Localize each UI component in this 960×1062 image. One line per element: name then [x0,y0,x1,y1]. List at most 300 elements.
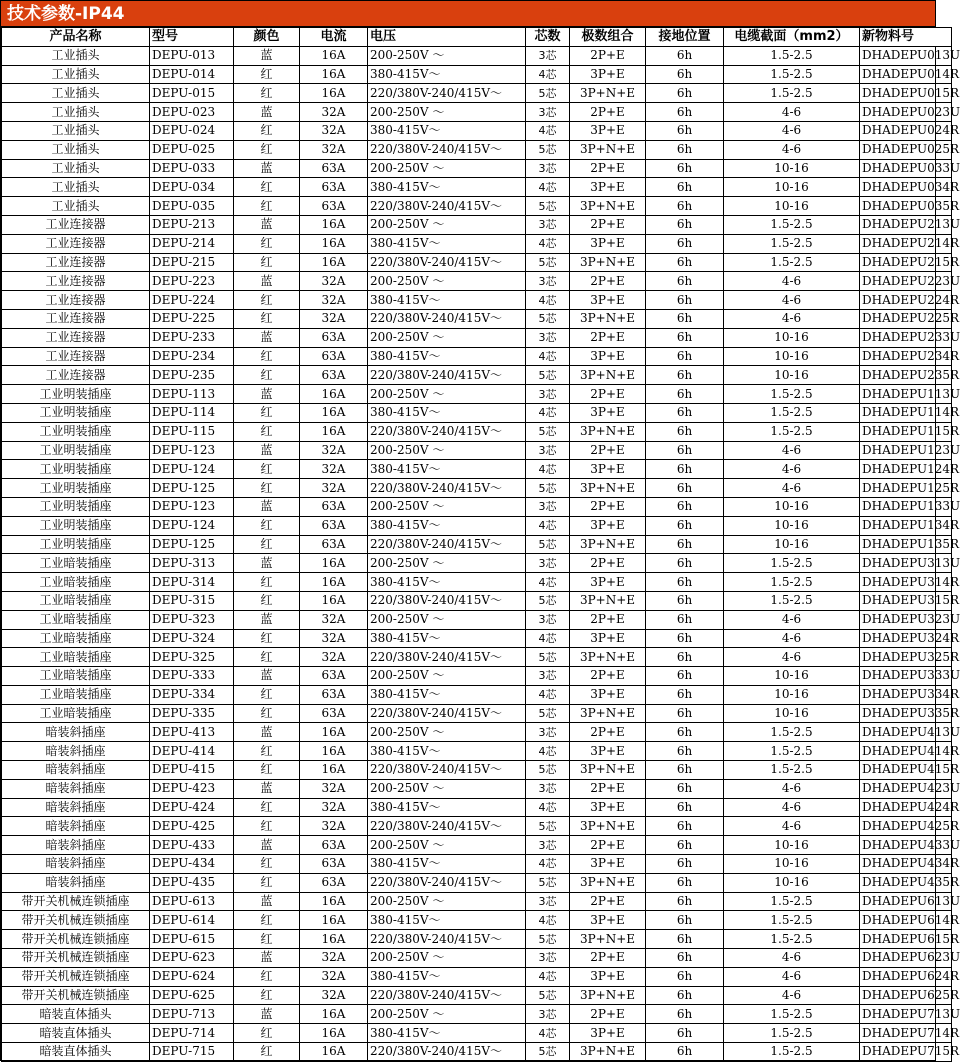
cell-current: 63A [300,178,368,197]
cell-model: DEPU-033 [150,159,234,178]
cell-color: 红 [234,460,300,479]
cell-product-name: 暗装直体插头 [2,1005,150,1024]
cell-voltage: 220/380V-240/415V～ [368,422,526,441]
cell-cores: 4芯 [526,234,570,253]
header-material-no: 新物料号 [860,28,952,47]
cell-poles: 2P+E [570,723,646,742]
cell-current: 32A [300,479,368,498]
cell-model: DEPU-315 [150,591,234,610]
cell-current: 16A [300,591,368,610]
cell-poles: 3P+E [570,403,646,422]
cell-current: 16A [300,234,368,253]
cell-product-name: 工业插头 [2,159,150,178]
cell-product-name: 工业明装插座 [2,441,150,460]
cell-model: DEPU-425 [150,817,234,836]
cell-material-no: DHADEPU413U [860,723,952,742]
cell-model: DEPU-034 [150,178,234,197]
cell-poles: 3P+E [570,347,646,366]
table-row [2,1024,952,1043]
cell-current: 16A [300,573,368,592]
cell-ground-position: 6h [646,441,724,460]
cell-cores: 3芯 [526,103,570,122]
cell-ground-position: 6h [646,65,724,84]
table-row [2,84,952,103]
cell-current: 16A [300,422,368,441]
cell-color: 蓝 [234,328,300,347]
cell-cable-section: 1.5-2.5 [724,591,860,610]
cell-product-name: 工业连接器 [2,272,150,291]
cell-voltage: 200-250V ～ [368,272,526,291]
cell-product-name: 工业明装插座 [2,385,150,404]
table-row [2,422,952,441]
cell-cable-section: 10-16 [724,366,860,385]
cell-ground-position: 6h [646,460,724,479]
cell-cable-section: 4-6 [724,798,860,817]
cell-product-name: 暗装斜插座 [2,798,150,817]
cell-ground-position: 6h [646,291,724,310]
cell-voltage: 220/380V-240/415V～ [368,535,526,554]
cell-ground-position: 6h [646,667,724,686]
header-ground-position: 接地位置 [646,28,724,47]
cell-cable-section: 1.5-2.5 [724,46,860,65]
cell-cores: 5芯 [526,422,570,441]
cell-current: 32A [300,460,368,479]
cell-voltage: 200-250V ～ [368,1005,526,1024]
cell-cable-section: 1.5-2.5 [724,911,860,930]
table-row [2,159,952,178]
cell-product-name: 暗装直体插头 [2,1043,150,1062]
cell-cable-section: 10-16 [724,855,860,874]
cell-ground-position: 6h [646,215,724,234]
cell-poles: 3P+E [570,967,646,986]
cell-product-name: 工业连接器 [2,215,150,234]
cell-current: 32A [300,798,368,817]
cell-current: 32A [300,140,368,159]
cell-product-name: 工业暗装插座 [2,629,150,648]
cell-material-no: DHADEPU013U [860,46,952,65]
cell-voltage: 200-250V ～ [368,723,526,742]
cell-poles: 2P+E [570,949,646,968]
cell-cores: 5芯 [526,591,570,610]
table-row [2,403,952,422]
cell-voltage: 380-415V～ [368,65,526,84]
cell-cores: 4芯 [526,460,570,479]
cell-material-no: DHADEPU623U [860,949,952,968]
cell-cable-section: 4-6 [724,967,860,986]
cell-poles: 3P+E [570,911,646,930]
cell-model: DEPU-223 [150,272,234,291]
cell-model: DEPU-224 [150,291,234,310]
cell-poles: 2P+E [570,46,646,65]
cell-ground-position: 6h [646,817,724,836]
cell-material-no: DHADEPU315R [860,591,952,610]
cell-cable-section: 1.5-2.5 [724,422,860,441]
cell-cable-section: 4-6 [724,140,860,159]
cell-voltage: 220/380V-240/415V～ [368,648,526,667]
cell-cores: 3芯 [526,892,570,911]
cell-color: 红 [234,234,300,253]
cell-voltage: 200-250V ～ [368,441,526,460]
header-product-name: 产品名称 [2,28,150,47]
table-row [2,215,952,234]
cell-product-name: 工业连接器 [2,291,150,310]
cell-current: 32A [300,986,368,1005]
cell-model: DEPU-035 [150,197,234,216]
cell-poles: 2P+E [570,836,646,855]
cell-cable-section: 10-16 [724,535,860,554]
cell-voltage: 200-250V ～ [368,159,526,178]
cell-ground-position: 6h [646,685,724,704]
cell-model: DEPU-015 [150,84,234,103]
cell-poles: 3P+E [570,855,646,874]
cell-current: 16A [300,892,368,911]
cell-product-name: 暗装斜插座 [2,723,150,742]
cell-cable-section: 1.5-2.5 [724,554,860,573]
cell-model: DEPU-325 [150,648,234,667]
cell-material-no: DHADEPU433U [860,836,952,855]
cell-cable-section: 4-6 [724,986,860,1005]
table-row [2,591,952,610]
cell-color: 红 [234,291,300,310]
cell-poles: 3P+N+E [570,140,646,159]
cell-current: 63A [300,197,368,216]
table-row [2,742,952,761]
cell-model: DEPU-415 [150,761,234,780]
table-row [2,291,952,310]
cell-voltage: 200-250V ～ [368,46,526,65]
cell-poles: 3P+N+E [570,817,646,836]
cell-cores: 3芯 [526,497,570,516]
cell-voltage: 220/380V-240/415V～ [368,140,526,159]
cell-current: 32A [300,817,368,836]
table-row [2,140,952,159]
cell-material-no: DHADEPU034R [860,178,952,197]
cell-ground-position: 6h [646,140,724,159]
cell-product-name: 工业暗装插座 [2,554,150,573]
cell-cable-section: 4-6 [724,121,860,140]
cell-cable-section: 10-16 [724,873,860,892]
cell-model: DEPU-125 [150,479,234,498]
cell-cable-section: 4-6 [724,309,860,328]
cell-cable-section: 10-16 [724,836,860,855]
cell-color: 红 [234,65,300,84]
cell-current: 16A [300,1043,368,1062]
cell-color: 蓝 [234,46,300,65]
cell-material-no: DHADEPU124R [860,460,952,479]
table-row [2,328,952,347]
cell-cores: 5芯 [526,648,570,667]
cell-product-name: 暗装斜插座 [2,873,150,892]
table-row [2,234,952,253]
cell-product-name: 暗装斜插座 [2,817,150,836]
cell-cores: 5芯 [526,309,570,328]
table-body [2,46,960,1061]
cell-voltage: 380-415V～ [368,347,526,366]
cell-color: 红 [234,121,300,140]
cell-product-name: 工业插头 [2,121,150,140]
cell-current: 16A [300,742,368,761]
cell-cable-section: 10-16 [724,178,860,197]
cell-current: 16A [300,723,368,742]
cell-current: 63A [300,836,368,855]
cell-color: 红 [234,1043,300,1062]
cell-current: 32A [300,441,368,460]
cell-product-name: 暗装斜插座 [2,836,150,855]
cell-color: 蓝 [234,385,300,404]
cell-current: 32A [300,629,368,648]
cell-model: DEPU-234 [150,347,234,366]
cell-product-name: 暗装直体插头 [2,1024,150,1043]
cell-material-no: DHADEPU614R [860,911,952,930]
cell-material-no: DHADEPU714R [860,1024,952,1043]
cell-voltage: 200-250V ～ [368,103,526,122]
cell-model: DEPU-714 [150,1024,234,1043]
cell-ground-position: 6h [646,103,724,122]
cell-current: 16A [300,761,368,780]
cell-poles: 2P+E [570,328,646,347]
cell-material-no: DHADEPU335R [860,704,952,723]
cell-voltage: 380-415V～ [368,798,526,817]
cell-cores: 5芯 [526,253,570,272]
cell-color: 红 [234,403,300,422]
cell-model: DEPU-613 [150,892,234,911]
cell-model: DEPU-324 [150,629,234,648]
cell-cable-section: 4-6 [724,272,860,291]
header-color: 颜色 [234,28,300,47]
cell-ground-position: 6h [646,892,724,911]
cell-cores: 4芯 [526,911,570,930]
cell-voltage: 200-250V ～ [368,949,526,968]
cell-cores: 4芯 [526,403,570,422]
cell-cores: 4芯 [526,1024,570,1043]
cell-current: 32A [300,291,368,310]
cell-model: DEPU-013 [150,46,234,65]
cell-ground-position: 6h [646,366,724,385]
cell-cores: 3芯 [526,667,570,686]
cell-model: DEPU-625 [150,986,234,1005]
cell-cores: 3芯 [526,723,570,742]
cell-cable-section: 1.5-2.5 [724,761,860,780]
cell-color: 蓝 [234,723,300,742]
cell-poles: 2P+E [570,272,646,291]
cell-voltage: 380-415V～ [368,403,526,422]
cell-current: 32A [300,121,368,140]
table-row [2,911,952,930]
cell-cores: 4芯 [526,685,570,704]
cell-product-name: 工业连接器 [2,347,150,366]
cell-model: DEPU-023 [150,103,234,122]
cell-product-name: 工业插头 [2,65,150,84]
cell-poles: 3P+E [570,121,646,140]
cell-voltage: 220/380V-240/415V～ [368,986,526,1005]
cell-cores: 4芯 [526,967,570,986]
cell-current: 32A [300,610,368,629]
cell-ground-position: 6h [646,253,724,272]
cell-cores: 3芯 [526,554,570,573]
cell-cable-section: 4-6 [724,629,860,648]
cell-color: 红 [234,967,300,986]
cell-model: DEPU-713 [150,1005,234,1024]
cell-color: 红 [234,930,300,949]
cell-voltage: 220/380V-240/415V～ [368,366,526,385]
cell-voltage: 200-250V ～ [368,779,526,798]
cell-material-no: DHADEPU324R [860,629,952,648]
cell-current: 16A [300,1024,368,1043]
cell-color: 红 [234,253,300,272]
table-row [2,648,952,667]
cell-product-name: 工业连接器 [2,366,150,385]
cell-current: 32A [300,779,368,798]
cell-cores: 4芯 [526,65,570,84]
cell-color: 红 [234,648,300,667]
cell-color: 红 [234,197,300,216]
cell-product-name: 工业暗装插座 [2,591,150,610]
cell-color: 红 [234,873,300,892]
table-row [2,855,952,874]
cell-cable-section: 1.5-2.5 [724,1005,860,1024]
cell-cores: 4芯 [526,629,570,648]
cell-color: 红 [234,817,300,836]
cell-voltage: 380-415V～ [368,121,526,140]
cell-color: 蓝 [234,667,300,686]
cell-ground-position: 6h [646,234,724,253]
cell-product-name: 工业暗装插座 [2,667,150,686]
cell-ground-position: 6h [646,84,724,103]
cell-model: DEPU-025 [150,140,234,159]
cell-material-no: DHADEPU033U [860,159,952,178]
table-row [2,479,952,498]
cell-color: 红 [234,629,300,648]
cell-material-no: DHADEPU223U [860,272,952,291]
cell-material-no: DHADEPU415R [860,761,952,780]
cell-model: DEPU-115 [150,422,234,441]
cell-poles: 3P+E [570,573,646,592]
cell-color: 蓝 [234,441,300,460]
cell-cores: 4芯 [526,121,570,140]
cell-poles: 3P+E [570,516,646,535]
cell-material-no: DHADEPU435R [860,873,952,892]
cell-current: 32A [300,949,368,968]
cell-material-no: DHADEPU314R [860,573,952,592]
cell-color: 红 [234,704,300,723]
cell-cable-section: 4-6 [724,779,860,798]
cell-model: DEPU-125 [150,535,234,554]
cell-cores: 5芯 [526,873,570,892]
cell-poles: 2P+E [570,159,646,178]
cell-material-no: DHADEPU225R [860,309,952,328]
cell-voltage: 220/380V-240/415V～ [368,253,526,272]
cell-cable-section: 4-6 [724,949,860,968]
cell-model: DEPU-424 [150,798,234,817]
cell-model: DEPU-113 [150,385,234,404]
cell-poles: 3P+N+E [570,197,646,216]
cell-material-no: DHADEPU015R [860,84,952,103]
cell-voltage: 220/380V-240/415V～ [368,930,526,949]
table-row [2,178,952,197]
cell-current: 63A [300,855,368,874]
table-row [2,65,952,84]
cell-cores: 5芯 [526,479,570,498]
cell-poles: 3P+E [570,742,646,761]
cell-model: DEPU-233 [150,328,234,347]
cell-ground-position: 6h [646,873,724,892]
cell-voltage: 220/380V-240/415V～ [368,1043,526,1062]
cell-poles: 2P+E [570,103,646,122]
cell-poles: 2P+E [570,779,646,798]
cell-ground-position: 6h [646,629,724,648]
cell-voltage: 380-415V～ [368,460,526,479]
cell-poles: 3P+N+E [570,309,646,328]
cell-model: DEPU-124 [150,516,234,535]
cell-ground-position: 6h [646,178,724,197]
cell-poles: 3P+E [570,234,646,253]
cell-product-name: 工业连接器 [2,328,150,347]
cell-model: DEPU-214 [150,234,234,253]
cell-voltage: 380-415V～ [368,516,526,535]
cell-poles: 3P+N+E [570,253,646,272]
cell-product-name: 工业明装插座 [2,460,150,479]
cell-material-no: DHADEPU423U [860,779,952,798]
cell-poles: 3P+N+E [570,479,646,498]
table-row [2,723,952,742]
table-row [2,1043,952,1062]
cell-current: 63A [300,535,368,554]
cell-cable-section: 10-16 [724,685,860,704]
cell-cable-section: 1.5-2.5 [724,573,860,592]
cell-cores: 5芯 [526,140,570,159]
cell-cores: 3芯 [526,1005,570,1024]
cell-cores: 5芯 [526,366,570,385]
table-row [2,986,952,1005]
cell-poles: 3P+N+E [570,648,646,667]
cell-model: DEPU-434 [150,855,234,874]
cell-current: 63A [300,497,368,516]
cell-current: 16A [300,403,368,422]
cell-product-name: 工业插头 [2,197,150,216]
cell-cores: 5芯 [526,817,570,836]
cell-product-name: 工业连接器 [2,253,150,272]
cell-material-no: DHADEPU224R [860,291,952,310]
cell-color: 红 [234,84,300,103]
cell-current: 16A [300,84,368,103]
cell-ground-position: 6h [646,197,724,216]
table-row [2,385,952,404]
cell-model: DEPU-323 [150,610,234,629]
cell-material-no: DHADEPU613U [860,892,952,911]
cell-ground-position: 6h [646,911,724,930]
cell-voltage: 200-250V ～ [368,554,526,573]
cell-ground-position: 6h [646,347,724,366]
cell-voltage: 380-415V～ [368,967,526,986]
cell-cable-section: 10-16 [724,704,860,723]
cell-product-name: 暗装斜插座 [2,855,150,874]
cell-ground-position: 6h [646,309,724,328]
cell-voltage: 380-415V～ [368,234,526,253]
cell-material-no: DHADEPU023U [860,103,952,122]
cell-cable-section: 10-16 [724,197,860,216]
cell-cores: 4芯 [526,516,570,535]
cell-ground-position: 6h [646,836,724,855]
cell-color: 蓝 [234,159,300,178]
cell-voltage: 380-415V～ [368,291,526,310]
cell-current: 63A [300,347,368,366]
cell-model: DEPU-435 [150,873,234,892]
cell-poles: 2P+E [570,215,646,234]
cell-material-no: DHADEPU115R [860,422,952,441]
cell-material-no: DHADEPU024R [860,121,952,140]
cell-current: 32A [300,272,368,291]
cell-ground-position: 6h [646,1043,724,1062]
